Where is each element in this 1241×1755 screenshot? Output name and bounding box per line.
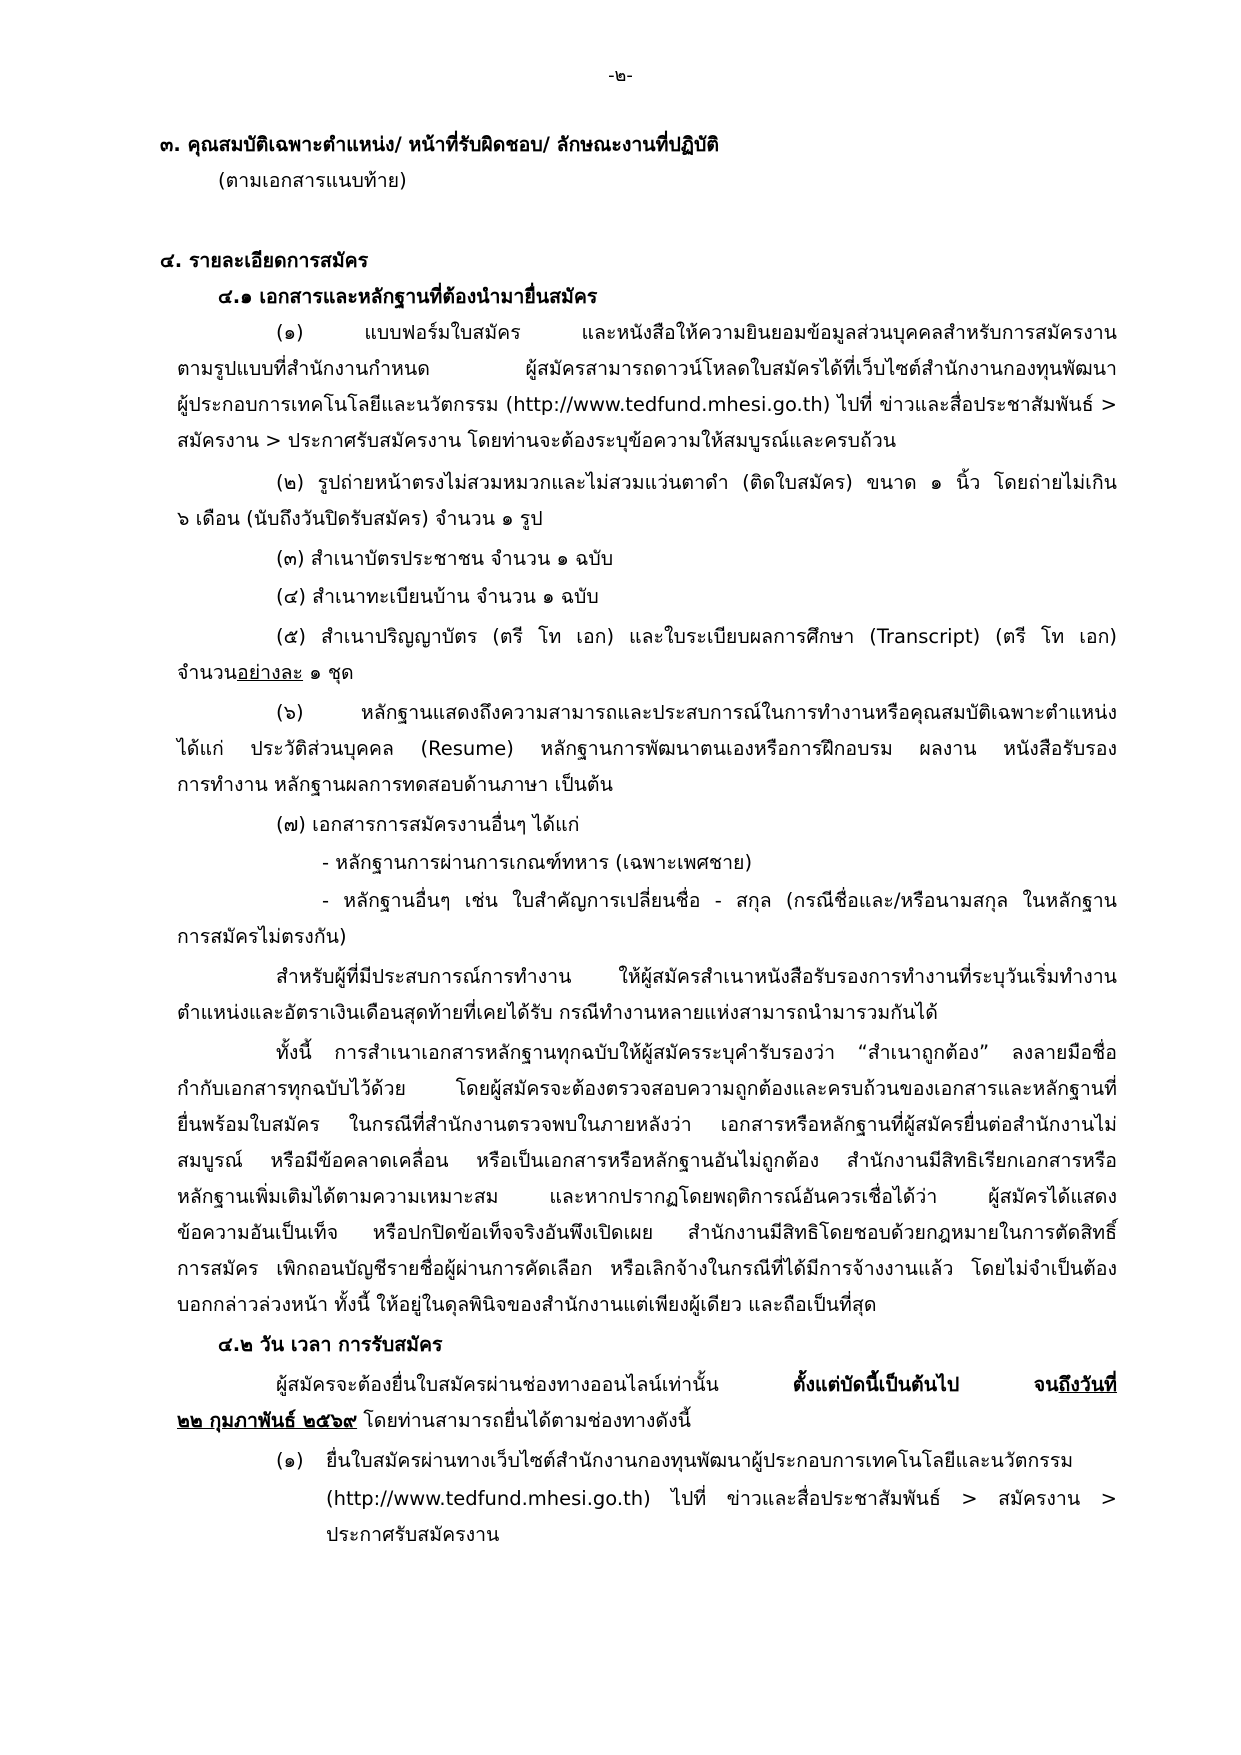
section-3-note: (ตามเอกสารแนบท้าย) [218, 169, 407, 192]
channel-1-line-1: ยื่นใบสมัครผ่านทางเว็บไซต์สำนักงานกองทุนพัฒนาผู้ประกอบการเทคโนโลยีและนวัตกรรม [326, 1449, 1074, 1472]
item-5-each-underlined: อย่างละ [237, 661, 304, 684]
paragraph-2-line-5: หลักฐานเพิ่มเติมได้ตามความเหมาะสม และหากปรากฏโดยพฤติการณ์อันควรเชื่อได้ว่า ผู้สมัครได้แสดง [177, 1185, 1117, 1208]
page-number: -๒- [608, 65, 633, 86]
item-5-line-1: (๕) สำเนาปริญญาบัตร (ตรี โท เอก) และใบระเบียบผลการศึกษา (Transcript) (ตรี โท เอก) [276, 625, 1117, 648]
paragraph-2-line-7: การสมัคร เพิกถอนบัญชีรายชื่อผู้ผ่านการคัดเลือก หรือเลิกจ้างในกรณีที่ได้มีการจ้างงานแล้ว โดยไม่จำเป็นต้อง [177, 1257, 1117, 1280]
paragraph-2-line-3: ยื่นพร้อมใบสมัคร ในกรณีที่สำนักงานตรวจพบในภายหลังว่า เอกสารหรือหลักฐานที่ผู้สมัครยื่นต่อสำนักงานไม่ [177, 1113, 1117, 1136]
item-5-count-value: ๑ ชุด [303, 661, 354, 684]
item-3: (๓) สำเนาบัตรประชาชน จำนวน ๑ ฉบับ [276, 547, 614, 570]
item-6-line-2: ได้แก่ ประวัติส่วนบุคคล (Resume) หลักฐานการพัฒนาตนเองหรือการฝึกอบรม ผลงาน หนังสือรับรอง [177, 737, 1117, 760]
channels-intro: โดยท่านสามารถยื่นได้ตามช่องทางดังนี้ [357, 1409, 691, 1432]
deadline-date: ๒๒ กุมภาพันธ์ ๒๕๖๙ [177, 1409, 358, 1432]
start-now-text: ตั้งแต่บัดนี้เป็นต้นไป จน [792, 1373, 1059, 1396]
section-4-2-heading: ๔.๒ วัน เวลา การรับสมัคร [218, 1333, 443, 1356]
item-1-line-2: ตามรูปแบบที่สำนักงานกำหนด ผู้สมัครสามารถดาวน์โหลดใบสมัครได้ที่เว็บไซต์สำนักงานกองทุนพัฒนา [177, 357, 1117, 380]
section-4-heading: ๔. รายละเอียดการสมัคร [160, 249, 369, 272]
until-date-text: ถึงวันที่ [1058, 1373, 1118, 1396]
item-7-bullet-2-line-2: การสมัครไม่ตรงกัน) [177, 925, 347, 948]
section-3-heading: ๓. คุณสมบัติเฉพาะตำแหน่ง/ หน้าที่รับผิดชอบ/ ลักษณะงานที่ปฏิบัติ [160, 133, 719, 156]
paragraph-2-line-8: บอกกล่าวล่วงหน้า ทั้งนี้ ให้อยู่ในดุลพินิจของสำนักงานแต่เพียงผู้เดียว และถือเป็นที่สุด [177, 1293, 877, 1316]
item-5-count-label: จำนวน [177, 661, 237, 684]
channel-1-line-3: ประกาศรับสมัครงาน [326, 1523, 500, 1546]
item-7-bullet-2-line-1: - หลักฐานอื่นๆ เช่น ใบสำคัญการเปลี่ยนชื่อ - สกุล (กรณีชื่อและ/หรือนามสกุล ในหลักฐาน [322, 889, 1117, 912]
item-2-line-2: ๖ เดือน (นับถึงวันปิดรับสมัคร) จำนวน ๑ รูป [177, 507, 543, 530]
item-6-line-1: (๖) หลักฐานแสดงถึงความสามารถและประสบการณ์ในการทำงานหรือคุณสมบัติเฉพาะตำแหน่ง [276, 701, 1117, 724]
paragraph-1-line-1: สำหรับผู้ที่มีประสบการณ์การทำงาน ให้ผู้สมัครสำเนาหนังสือรับรองการทำงานที่ระบุวันเริ่มทำงาน [276, 965, 1117, 988]
online-only-text: ผู้สมัครจะต้องยื่นใบสมัครผ่านช่องทางออนไลน์เท่านั้น [276, 1373, 793, 1396]
section-4-1-heading: ๔.๑ เอกสารและหลักฐานที่ต้องนำมายื่นสมัคร [218, 285, 598, 308]
channel-1-number: (๑) [276, 1449, 304, 1472]
item-7-bullet-1: - หลักฐานการผ่านการเกณฑ์ทหาร (เฉพาะเพศชาย) [322, 851, 753, 874]
item-2-line-1: (๒) รูปถ่ายหน้าตรงไม่สวมหมวกและไม่สวมแว่นตาดำ (ติดใบสมัคร) ขนาด ๑ นิ้ว โดยถ่ายไม่เกิน [276, 471, 1117, 494]
paragraph-2-line-4: สมบูรณ์ หรือมีข้อคลาดเคลื่อน หรือเป็นเอกสารหรือหลักฐานอันไม่ถูกต้อง สำนักงานมีสิทธิเรียกเอกสารหรือ [177, 1149, 1117, 1172]
application-period-line-1 [276, 1368, 1117, 1402]
application-period-line-2 [177, 1404, 691, 1438]
paragraph-2-line-1: ทั้งนี้ การสำเนาเอกสารหลักฐานทุกฉบับให้ผู้สมัครระบุคำรับรองว่า “สำเนาถูกต้อง” ลงลายมือชื่อ [276, 1041, 1117, 1064]
item-6-line-3: การทำงาน หลักฐานผลการทดสอบด้านภาษา เป็นต้น [177, 773, 613, 796]
item-5-line-2 [177, 656, 354, 690]
item-1-line-1: (๑) แบบฟอร์มใบสมัคร และหนังสือให้ความยินยอมข้อมูลส่วนบุคคลสำหรับการสมัครงาน [276, 321, 1117, 344]
channel-1-line-2: (http://www.tedfund.mhesi.go.th) ไปที่ ข่าวและสื่อประชาสัมพันธ์ > สมัครงาน > [326, 1487, 1117, 1510]
item-4: (๔) สำเนาทะเบียนบ้าน จำนวน ๑ ฉบับ [276, 585, 599, 608]
paragraph-2-line-2: กำกับเอกสารทุกฉบับไว้ด้วย โดยผู้สมัครจะต้องตรวจสอบความถูกต้องและครบถ้วนของเอกสารและหลักฐานที่ [177, 1077, 1117, 1100]
item-1-line-4: สมัครงาน > ประกาศรับสมัครงาน โดยท่านจะต้องระบุข้อความให้สมบูรณ์และครบถ้วน [177, 429, 897, 452]
paragraph-1-line-2: ตำแหน่งและอัตราเงินเดือนสุดท้ายที่เคยได้รับ กรณีทำงานหลายแห่งสามารถนำมารวมกันได้ [177, 1001, 938, 1024]
paragraph-2-line-6: ข้อความอันเป็นเท็จ หรือปกปิดข้อเท็จจริงอันพึงเปิดเผย สำนักงานมีสิทธิโดยชอบด้วยกฎหมายในการตัดสิทธิ์ [177, 1221, 1117, 1244]
item-7: (๗) เอกสารการสมัครงานอื่นๆ ได้แก่ [276, 813, 580, 836]
item-1-line-3: ผู้ประกอบการเทคโนโลยีและนวัตกรรม (http://www.tedfund.mhesi.go.th) ไปที่ ข่าวและสื่อประชาสัมพันธ์ > [177, 393, 1117, 416]
